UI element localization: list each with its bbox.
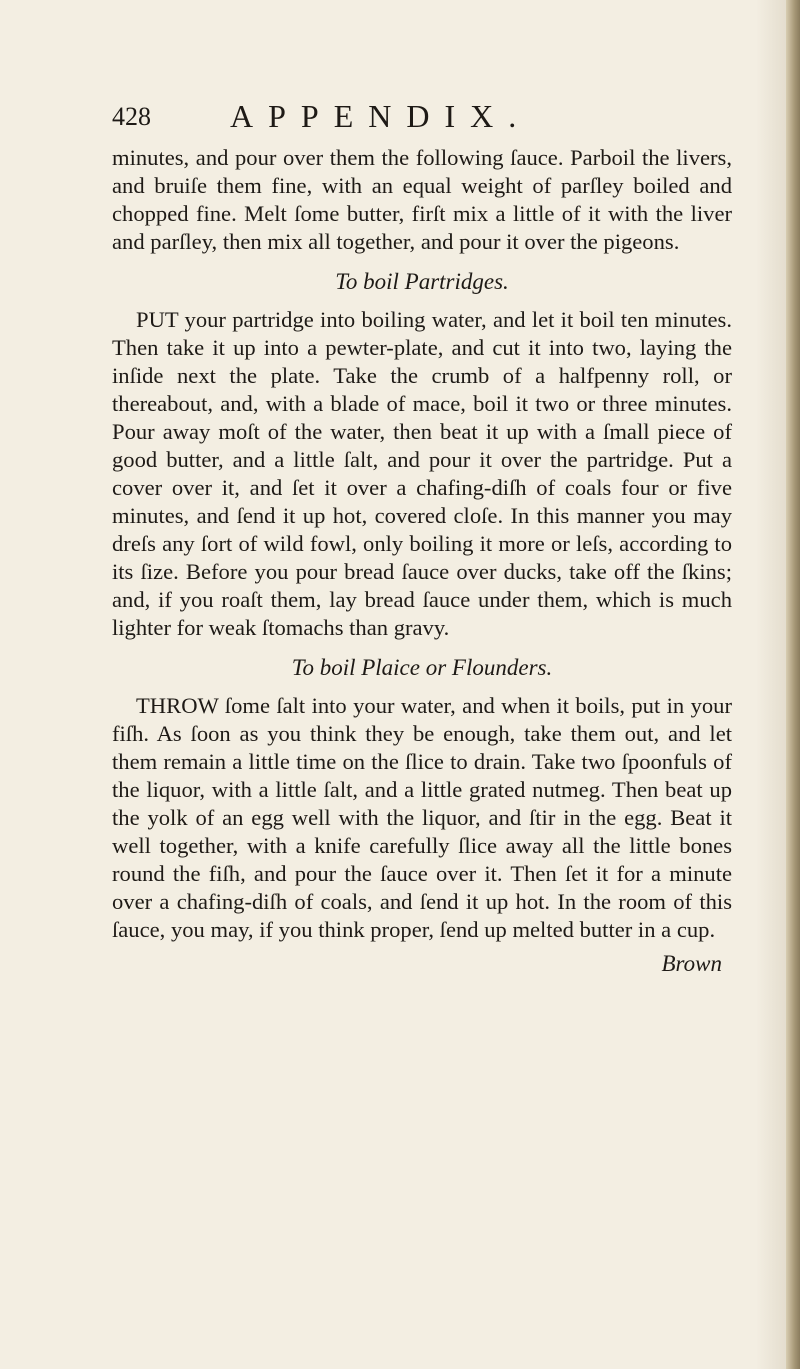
page-content	[112, 98, 732, 978]
running-head-title: APPENDIX.	[230, 98, 532, 134]
recipe-title-partridges: To boil Partridges.	[335, 269, 509, 294]
recipe-text-plaice: THROW ſome ſalt into your water, and when it boils, put in your fiſh. As ſoon as you think they be enough, take them out, and let them remain a little time on the ſlice to drain. Take two ſpoonfuls of the liquor, with a little ſalt, and a little grated nutmeg. Then beat up the yolk of an egg well with the liquor, and ſtir in the egg. Beat it well together, with a knife carefully ſlice away all the little bones round the fiſh, and pour the ſauce over it. Then ſet it for a minute over a chafing-diſh of coals, and ſend it up hot. In the room of this ſauce, you may, if you think proper, ſend up melted butter in a cup.	[112, 693, 732, 942]
recipe-text-partridges: PUT your partridge into boiling water, and let it boil ten minutes. Then take it up into a pewter-plate, and cut it into two, laying the inſide next the plate. Take the crumb of a halfpenny roll, or thereabout, and, with a blade of mace, boil it two or three minutes. Pour away moſt of the water, then beat it up with a ſmall piece of good butter, and a little ſalt, and pour it over the partridge. Put a cover over it, and ſet it over a chafing-diſh of coals four or five minutes, and ſend it up hot, covered cloſe. In this manner you may dreſs any ſort of wild fowl, only boiling it more or leſs, according to its ſize. Before you pour bread ſauce over ducks, take off the ſkins; and, if you roaſt them, lay bread ſauce under them, which is much lighter for weak ſtomachs than gravy.	[112, 307, 732, 640]
page-number: 428	[112, 102, 151, 131]
catchword: Brown	[661, 951, 722, 976]
page-gutter-shadow	[756, 0, 786, 1369]
running-head	[112, 98, 732, 142]
page-edge	[786, 0, 800, 1369]
continued-paragraph: minutes, and pour over them the following ſauce. Parboil the livers, and bruiſe them fine, with an equal weight of parſley boiled and chopped fine. Melt ſome butter, firſt mix a little of it with the liver and parſley, then mix all together, and pour it over the pigeons.	[112, 145, 732, 254]
recipe-title-plaice: To boil Plaice or Flounders.	[291, 655, 553, 680]
